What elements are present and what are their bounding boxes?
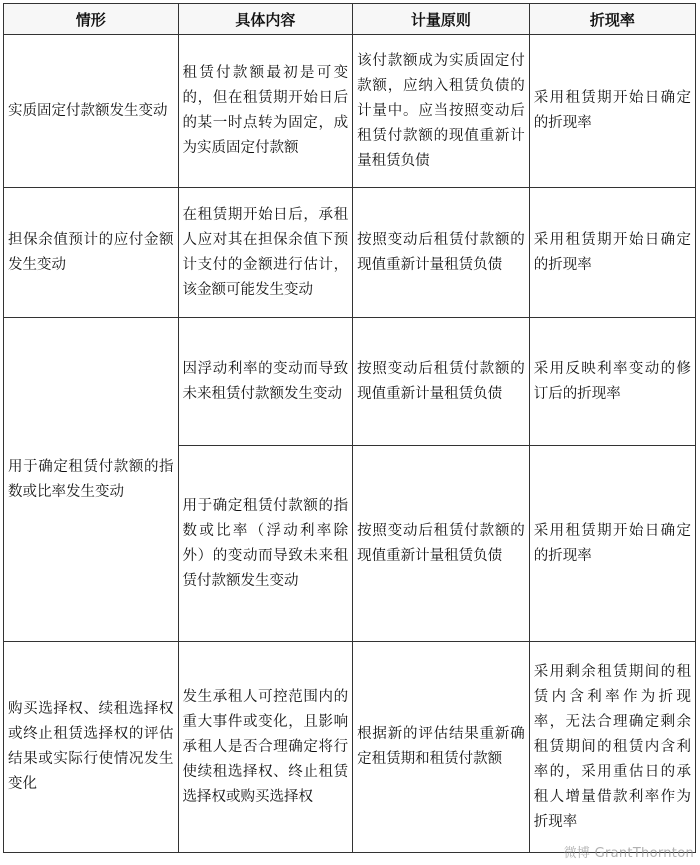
cell-principle: 按照变动后租赁付款额的现值重新计量租赁负债 xyxy=(353,446,530,642)
cell-principle: 按照变动后租赁付款额的现值重新计量租赁负债 xyxy=(353,318,530,446)
cell-situation: 用于确定租赁付款额的指数或比率发生变动 xyxy=(4,318,179,642)
table-row xyxy=(4,35,696,188)
header-row xyxy=(4,4,696,35)
header-principle: 计量原则 xyxy=(353,4,530,35)
cell-content: 发生承租人可控范围内的重大事件或变化，且影响承租人是否合理确定将行使续租选择权、终止租赁选择权或购买选择权 xyxy=(178,642,353,853)
cell-content: 用于确定租赁付款额的指数或比率（浮动利率除外）的变动而导致未来租赁付款额发生变动 xyxy=(178,446,353,642)
cell-discount-rate: 采用租赁期开始日确定的折现率 xyxy=(529,446,695,642)
cell-situation: 实质固定付款额发生变动 xyxy=(4,35,179,188)
cell-discount-rate: 采用租赁期开始日确定的折现率 xyxy=(529,35,695,188)
lease-liability-remeasurement-table xyxy=(3,3,696,853)
cell-situation: 购买选择权、续租选择权或终止租赁选择权的评估结果或实际行使情况发生变化 xyxy=(4,642,179,853)
cell-content: 在租赁期开始日后，承租人应对其在担保余值下预计支付的金额进行估计，该金额可能发生变动 xyxy=(178,188,353,318)
cell-principle: 按照变动后租赁付款额的现值重新计量租赁负债 xyxy=(353,188,530,318)
header-situation: 情形 xyxy=(4,4,179,35)
watermark: 微博 GrantThornton xyxy=(563,846,694,861)
cell-principle: 该付款额成为实质固定付款额，应纳入租赁负债的计量中。应当按照变动后租赁付款额的现值重新计量租赁负债 xyxy=(353,35,530,188)
cell-discount-rate: 采用反映利率变动的修订后的折现率 xyxy=(529,318,695,446)
header-content: 具体内容 xyxy=(178,4,353,35)
cell-content: 租赁付款额最初是可变的，但在租赁期开始日后的某一时点转为固定，成为实质固定付款额 xyxy=(178,35,353,188)
cell-discount-rate: 采用剩余租赁期间的租赁内含利率作为折现率，无法合理确定剩余租赁期间的租赁内含利率的，采用重估日的承租人增量借款利率作为折现率 xyxy=(529,642,695,853)
table-row xyxy=(4,642,696,853)
cell-principle: 根据新的评估结果重新确定租赁期和租赁付款额 xyxy=(353,642,530,853)
cell-discount-rate: 采用租赁期开始日确定的折现率 xyxy=(529,188,695,318)
cell-situation: 担保余值预计的应付金额发生变动 xyxy=(4,188,179,318)
table-row xyxy=(4,318,696,446)
cell-content: 因浮动利率的变动而导致未来租赁付款额发生变动 xyxy=(178,318,353,446)
table-row xyxy=(4,188,696,318)
header-discount-rate: 折现率 xyxy=(529,4,695,35)
